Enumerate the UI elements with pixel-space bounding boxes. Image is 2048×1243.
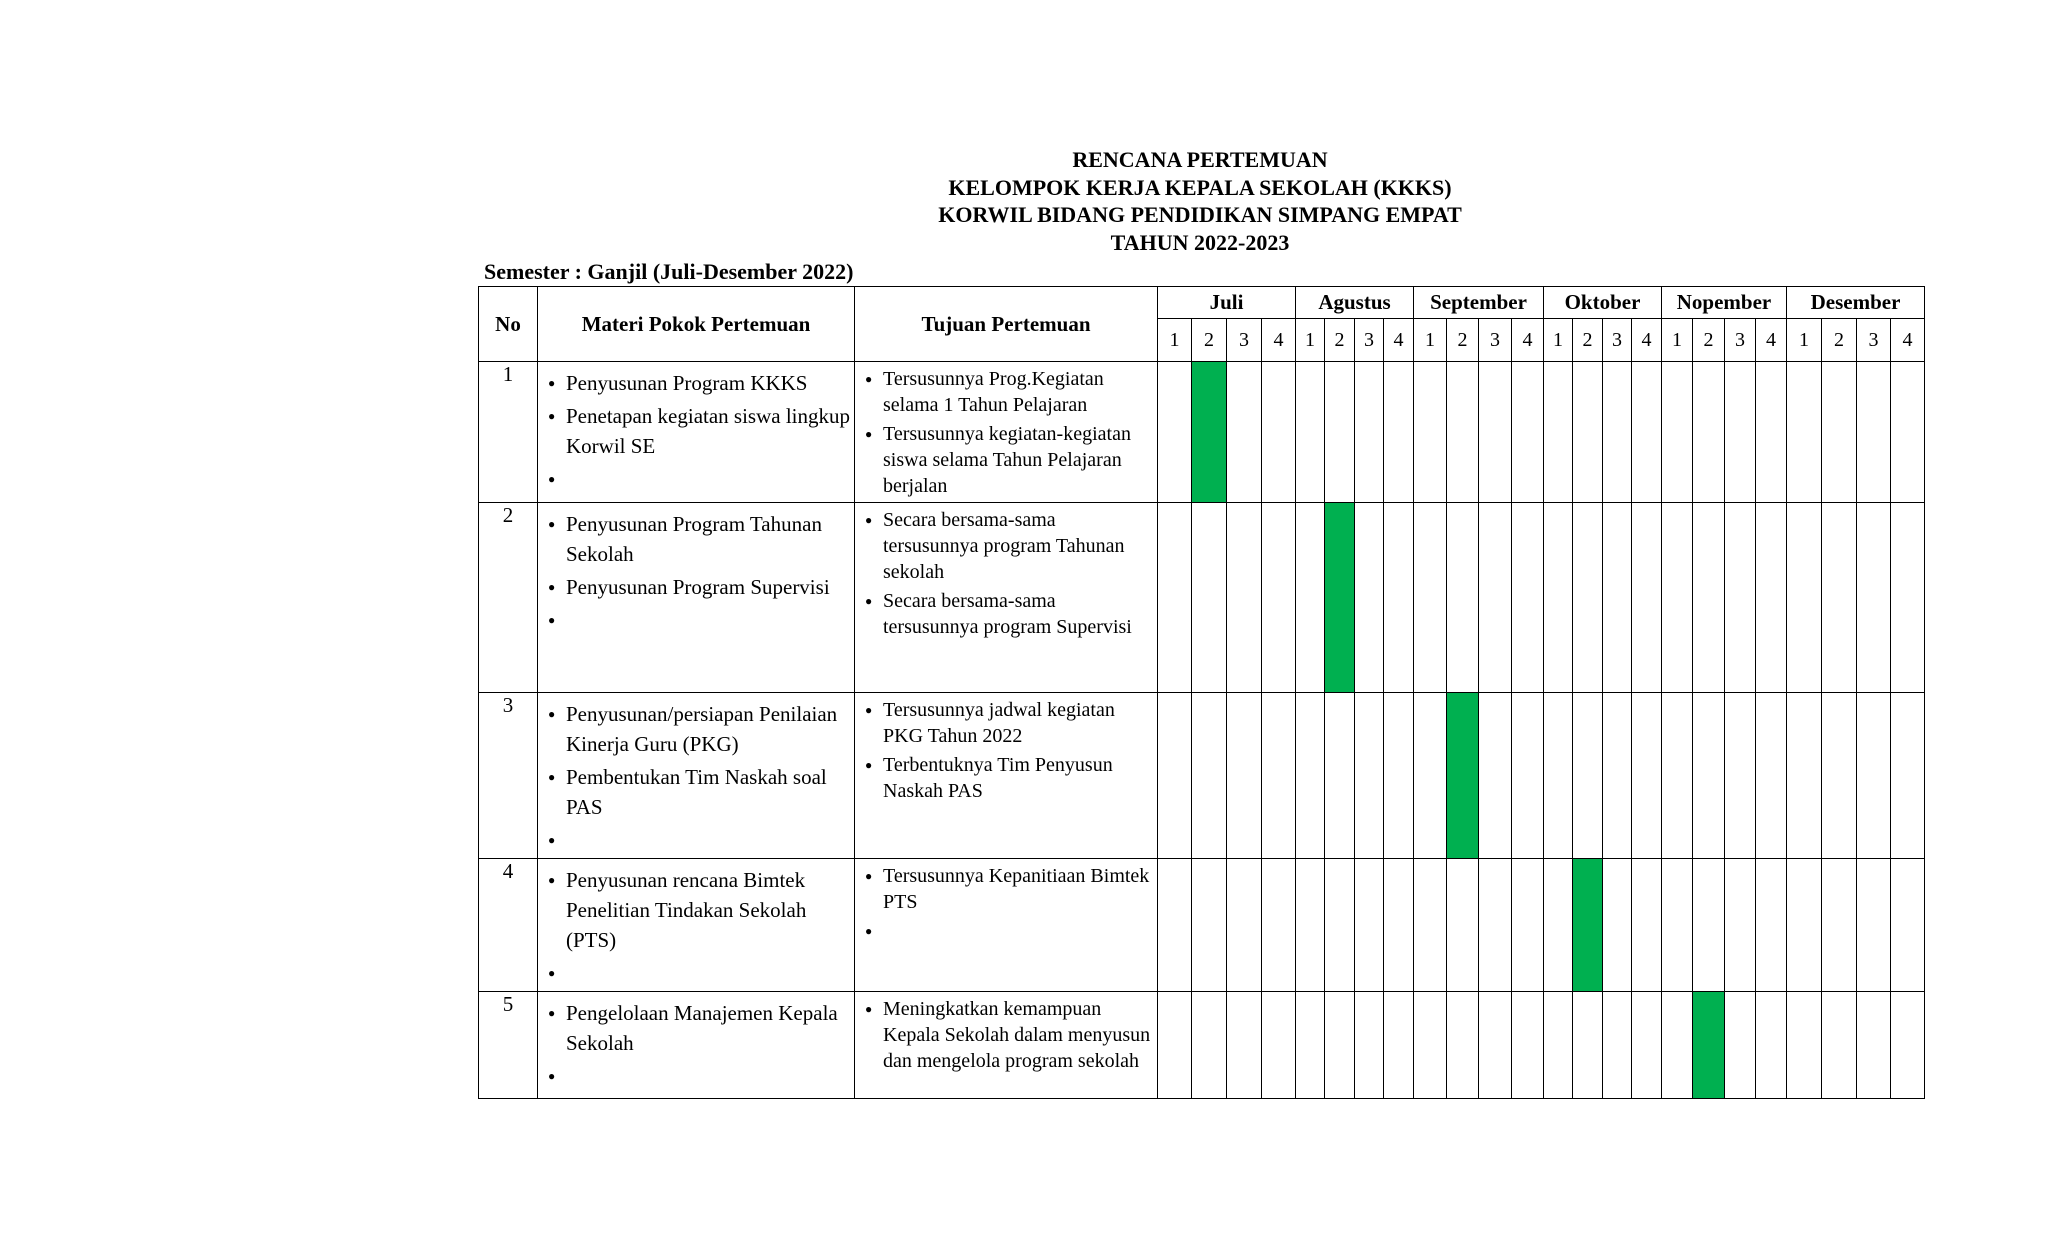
schedule-cell	[1414, 992, 1447, 1099]
week-header-agustus-2: 2	[1325, 319, 1355, 362]
schedule-cell	[1512, 693, 1544, 859]
materi-item: ● Penetapan kegiatan siswa lingkup Korwil SE	[548, 401, 850, 461]
header-materi: Materi Pokok Pertemuan	[538, 287, 855, 362]
schedule-cell	[1447, 362, 1479, 503]
row-number: 5	[479, 992, 538, 1099]
title-line-2: KELOMPOK KERJA KEPALA SEKOLAH (KKKS)	[948, 174, 1452, 200]
schedule-cell	[1479, 693, 1512, 859]
schedule-cell	[1573, 992, 1603, 1099]
row-number: 1	[479, 362, 538, 503]
schedule-cell	[1756, 859, 1787, 992]
schedule-cell	[1262, 992, 1296, 1099]
schedule-cell	[1296, 693, 1325, 859]
month-header-nopember: Nopember	[1662, 287, 1787, 319]
week-header-september-2: 2	[1447, 319, 1479, 362]
tujuan-item: ● Secara bersama-sama tersusunnya program Supervisi	[865, 588, 1153, 640]
schedule-cell	[1891, 859, 1925, 992]
schedule-cell	[1725, 693, 1756, 859]
schedule-cell	[1662, 503, 1693, 693]
schedule-cell	[1325, 362, 1355, 503]
schedule-cell	[1822, 693, 1857, 859]
materi-item	[548, 825, 850, 855]
schedule-cell	[1192, 503, 1227, 693]
title-line-1: RENCANA PERTEMUAN	[1072, 147, 1328, 172]
schedule-cell	[1192, 693, 1227, 859]
schedule-cell	[1632, 859, 1662, 992]
month-header-desember: Desember	[1787, 287, 1925, 319]
schedule-cell	[1756, 503, 1787, 693]
table-row	[479, 693, 1925, 859]
schedule-cell	[1414, 693, 1447, 859]
schedule-cell	[1447, 992, 1479, 1099]
schedule-cell	[1384, 503, 1414, 693]
meeting-schedule-table	[478, 286, 1925, 1099]
schedule-cell	[1756, 992, 1787, 1099]
schedule-cell	[1787, 992, 1822, 1099]
month-header-juli: Juli	[1158, 287, 1296, 319]
header-no: No	[479, 287, 538, 362]
title-line-3: KORWIL BIDANG PENDIDIKAN SIMPANG EMPAT	[938, 202, 1462, 227]
schedule-cell	[1693, 693, 1725, 859]
schedule-cell	[1158, 693, 1192, 859]
materi-cell	[538, 859, 855, 992]
schedule-cell	[1355, 362, 1384, 503]
schedule-cell	[1447, 859, 1479, 992]
schedule-mark	[1192, 362, 1227, 503]
week-header-september-3: 3	[1479, 319, 1512, 362]
week-header-juli-1: 1	[1158, 319, 1192, 362]
week-header-juli-2: 2	[1192, 319, 1227, 362]
materi-item: ● Penyusunan Program KKKS	[548, 368, 850, 398]
schedule-cell	[1544, 693, 1573, 859]
week-header-september-4: 4	[1512, 319, 1544, 362]
schedule-cell	[1822, 503, 1857, 693]
schedule-cell	[1227, 693, 1262, 859]
schedule-cell	[1787, 503, 1822, 693]
week-header-oktober-2: 2	[1573, 319, 1603, 362]
schedule-cell	[1891, 992, 1925, 1099]
tujuan-item: ● Tersusunnya kegiatan-kegiatan siswa selama Tahun Pelajaran berjalan	[865, 421, 1153, 499]
schedule-cell	[1662, 859, 1693, 992]
header-tujuan: Tujuan Pertemuan	[855, 287, 1158, 362]
tujuan-item: ● Meningkatkan kemampuan Kepala Sekolah dalam menyusun dan mengelola program sekolah	[865, 996, 1153, 1074]
schedule-cell	[1414, 859, 1447, 992]
schedule-cell	[1544, 362, 1573, 503]
table-row	[479, 859, 1925, 992]
schedule-cell	[1479, 362, 1512, 503]
week-header-oktober-3: 3	[1603, 319, 1632, 362]
schedule-cell	[1573, 503, 1603, 693]
schedule-mark	[1447, 693, 1479, 859]
week-header-agustus-4: 4	[1384, 319, 1414, 362]
schedule-cell	[1857, 362, 1891, 503]
schedule-cell	[1262, 362, 1296, 503]
materi-item: ● Pengelolaan Manajemen Kepala Sekolah	[548, 998, 850, 1058]
schedule-cell	[1725, 503, 1756, 693]
week-header-oktober-1: 1	[1544, 319, 1573, 362]
schedule-cell	[1384, 693, 1414, 859]
schedule-cell	[1325, 992, 1355, 1099]
tujuan-cell	[855, 362, 1158, 503]
materi-cell	[538, 693, 855, 859]
schedule-cell	[1891, 362, 1925, 503]
schedule-cell	[1603, 859, 1632, 992]
schedule-cell	[1693, 362, 1725, 503]
schedule-cell	[1384, 859, 1414, 992]
materi-cell	[538, 992, 855, 1099]
materi-item: ● Penyusunan Program Supervisi	[548, 572, 850, 602]
tujuan-item: ● Terbentuknya Tim Penyusun Naskah PAS	[865, 752, 1153, 804]
materi-item	[548, 958, 850, 988]
schedule-cell	[1158, 992, 1192, 1099]
row-number: 3	[479, 693, 538, 859]
tujuan-item: ● Tersusunnya Kepanitiaan Bimtek PTS	[865, 863, 1153, 915]
schedule-cell	[1262, 859, 1296, 992]
document-title-block	[900, 146, 1500, 256]
tujuan-cell	[855, 693, 1158, 859]
schedule-cell	[1725, 992, 1756, 1099]
tujuan-cell	[855, 859, 1158, 992]
week-header-desember-3: 3	[1857, 319, 1891, 362]
schedule-cell	[1262, 693, 1296, 859]
week-header-juli-4: 4	[1262, 319, 1296, 362]
schedule-cell	[1512, 859, 1544, 992]
schedule-cell	[1227, 992, 1262, 1099]
tujuan-cell	[855, 992, 1158, 1099]
table-row	[479, 362, 1925, 503]
materi-item	[548, 605, 850, 635]
semester-label: Semester : Ganjil (Juli-Desember 2022)	[484, 259, 854, 284]
row-number: 4	[479, 859, 538, 992]
schedule-cell	[1662, 362, 1693, 503]
schedule-cell	[1227, 859, 1262, 992]
week-header-desember-2: 2	[1822, 319, 1857, 362]
schedule-cell	[1479, 503, 1512, 693]
schedule-cell	[1822, 362, 1857, 503]
schedule-cell	[1632, 693, 1662, 859]
schedule-cell	[1693, 859, 1725, 992]
schedule-cell	[1573, 362, 1603, 503]
schedule-cell	[1325, 693, 1355, 859]
schedule-cell	[1857, 992, 1891, 1099]
schedule-cell	[1822, 992, 1857, 1099]
schedule-cell	[1414, 503, 1447, 693]
schedule-cell	[1603, 362, 1632, 503]
schedule-cell	[1725, 362, 1756, 503]
schedule-cell	[1296, 992, 1325, 1099]
schedule-cell	[1632, 362, 1662, 503]
materi-item	[548, 1061, 850, 1091]
schedule-cell	[1857, 859, 1891, 992]
week-header-agustus-1: 1	[1296, 319, 1325, 362]
materi-item: ● Penyusunan/persiapan Penilaian Kinerja Guru (PKG)	[548, 699, 850, 759]
week-header-desember-1: 1	[1787, 319, 1822, 362]
tujuan-item	[865, 918, 1153, 944]
week-header-nopember-2: 2	[1693, 319, 1725, 362]
title-line-4: TAHUN 2022-2023	[1110, 229, 1290, 255]
schedule-cell	[1573, 693, 1603, 859]
week-header-nopember-1: 1	[1662, 319, 1693, 362]
materi-item	[548, 464, 850, 494]
row-number: 2	[479, 503, 538, 693]
schedule-cell	[1544, 503, 1573, 693]
schedule-mark	[1325, 503, 1355, 693]
materi-cell	[538, 503, 855, 693]
schedule-cell	[1355, 503, 1384, 693]
materi-item: ● Pembentukan Tim Naskah soal PAS	[548, 762, 850, 822]
schedule-cell	[1355, 693, 1384, 859]
schedule-cell	[1192, 992, 1227, 1099]
schedule-cell	[1544, 992, 1573, 1099]
schedule-mark	[1573, 859, 1603, 992]
schedule-cell	[1632, 503, 1662, 693]
schedule-cell	[1479, 859, 1512, 992]
table-row	[479, 992, 1925, 1099]
schedule-cell	[1822, 859, 1857, 992]
table-row	[479, 503, 1925, 693]
schedule-cell	[1384, 362, 1414, 503]
schedule-cell	[1693, 503, 1725, 693]
schedule-cell	[1479, 992, 1512, 1099]
schedule-cell	[1158, 362, 1192, 503]
schedule-cell	[1725, 859, 1756, 992]
month-header-september: September	[1414, 287, 1544, 319]
schedule-cell	[1662, 693, 1693, 859]
schedule-cell	[1787, 859, 1822, 992]
schedule-cell	[1544, 859, 1573, 992]
month-header-agustus: Agustus	[1296, 287, 1414, 319]
schedule-cell	[1603, 693, 1632, 859]
week-header-juli-3: 3	[1227, 319, 1262, 362]
week-header-oktober-4: 4	[1632, 319, 1662, 362]
schedule-cell	[1857, 503, 1891, 693]
week-header-agustus-3: 3	[1355, 319, 1384, 362]
schedule-cell	[1192, 859, 1227, 992]
schedule-cell	[1512, 362, 1544, 503]
schedule-cell	[1325, 859, 1355, 992]
schedule-cell	[1857, 693, 1891, 859]
schedule-cell	[1296, 362, 1325, 503]
schedule-cell	[1512, 503, 1544, 693]
schedule-cell	[1158, 503, 1192, 693]
schedule-cell	[1355, 992, 1384, 1099]
schedule-cell	[1632, 992, 1662, 1099]
schedule-cell	[1414, 362, 1447, 503]
month-header-oktober: Oktober	[1544, 287, 1662, 319]
schedule-cell	[1262, 503, 1296, 693]
schedule-cell	[1891, 503, 1925, 693]
materi-cell	[538, 362, 855, 503]
materi-item: ● Penyusunan rencana Bimtek Penelitian Tindakan Sekolah (PTS)	[548, 865, 850, 955]
schedule-cell	[1296, 859, 1325, 992]
materi-item: ● Penyusunan Program Tahunan Sekolah	[548, 509, 850, 569]
schedule-cell	[1603, 992, 1632, 1099]
schedule-cell	[1891, 693, 1925, 859]
schedule-cell	[1603, 503, 1632, 693]
schedule-cell	[1756, 693, 1787, 859]
schedule-mark	[1693, 992, 1725, 1099]
schedule-cell	[1227, 362, 1262, 503]
tujuan-cell	[855, 503, 1158, 693]
schedule-cell	[1447, 503, 1479, 693]
schedule-cell	[1662, 992, 1693, 1099]
tujuan-item: ● Tersusunnya Prog.Kegiatan selama 1 Tahun Pelajaran	[865, 366, 1153, 418]
schedule-cell	[1756, 362, 1787, 503]
schedule-cell	[1158, 859, 1192, 992]
schedule-cell	[1512, 992, 1544, 1099]
week-header-desember-4: 4	[1891, 319, 1925, 362]
schedule-cell	[1787, 693, 1822, 859]
week-header-nopember-4: 4	[1756, 319, 1787, 362]
schedule-cell	[1355, 859, 1384, 992]
schedule-cell	[1296, 503, 1325, 693]
schedule-cell	[1227, 503, 1262, 693]
tujuan-item: ● Secara bersama-sama tersusunnya program Tahunan sekolah	[865, 507, 1153, 585]
schedule-cell	[1787, 362, 1822, 503]
tujuan-item: ● Tersusunnya jadwal kegiatan PKG Tahun 2022	[865, 697, 1153, 749]
week-header-nopember-3: 3	[1725, 319, 1756, 362]
schedule-cell	[1384, 992, 1414, 1099]
week-header-september-1: 1	[1414, 319, 1447, 362]
